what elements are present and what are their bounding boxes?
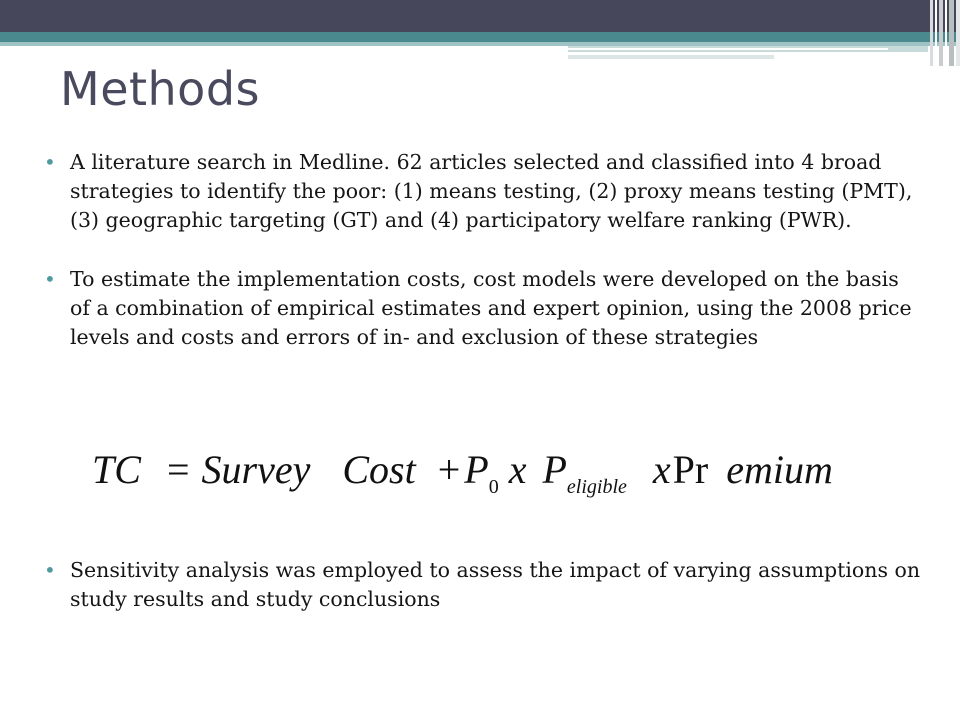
formula-p-eligible-subscript: eligible [566,476,627,498]
edge-decoration [945,0,947,66]
edge-decoration [935,0,937,66]
formula-p: P [464,447,489,492]
bullet-icon: • [44,267,56,291]
bullet-text: To estimate the implementation costs, cost models were developed on the basis of a combination of empirical estimates and expert opinion, using the 2008 price levels and costs and errors of in- and exclusion of these strategies [70,267,912,349]
header-band [0,0,960,34]
formula-plus: + [437,447,461,492]
formula-p-eligible: P [542,447,567,492]
edge-decoration [930,0,933,66]
formula-equals: = [166,447,190,492]
formula-x: x [652,447,671,492]
bullet-text: A literature search in Medline. 62 articles selected and classified into 4 broad strategies to identify the poor: (1) means testing, (2) proxy means testing (PMT), (3) geographic targeting (GT) and (4) participatory welfare ranking (PWR). [70,150,913,232]
formula-x: x [508,447,527,492]
bullet-icon: • [44,150,56,174]
slide-title: Methods [60,62,260,116]
formula-cost: Cost [342,447,416,492]
bullet-item [44,265,924,352]
edge-decoration [949,0,954,66]
formula-pr: Pr [672,447,709,492]
formula-tc: TC [92,447,141,492]
edge-decoration [939,0,943,66]
formula-p-subscript: 0 [488,476,499,498]
cost-formula [92,446,833,502]
bullet-icon: • [44,558,56,582]
edge-decoration [956,0,960,66]
decorative-strip [568,55,774,59]
formula-survey: Survey [201,447,311,492]
decorative-line [568,48,888,50]
bullet-item [44,556,924,614]
accent-band [0,32,960,42]
bullet-text: Sensitivity analysis was employed to assess the impact of varying assumptions on study results and study conclusions [70,558,921,611]
bullet-item [44,148,924,235]
formula-emium: emium [726,447,833,492]
